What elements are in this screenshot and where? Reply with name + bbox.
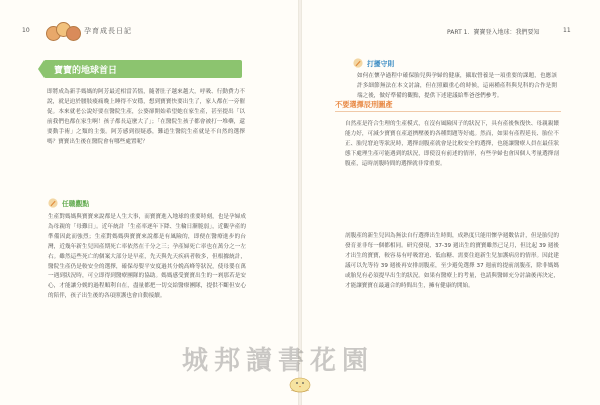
- right-page-number: 11: [563, 27, 571, 34]
- left-body-paragraph: 生產對媽媽與寶寶來說都是人生大事，而寶寶進入地球的重要時刻，也是孕婦成為母親的「母難日」。近年統計「生產率逐年下降、生輪日漸脆弱」，近觀孕產的準備因此而強烈；生產對媽媽與寶寶來說都是有風險的，即便在醫療進步的台灣，近幾年新生兒因產期死亡率依然在千分之三；孕產婦死亡率也在萬分之一左右。雖然這些死亡的個案大部分是早產，先天與先天疾病者較多，但根據統計，醫院生產仍是較安全的選擇，確保母嬰平安度過其分娩高峰等狀況，使母嬰在萬一遇到狀況時，可立即得到醫療團隊的協助。媽媽感受寶寶出生的一剎那若是安心，才能讓分娩的過程順利自在，盡量都把一切交給醫療團隊，提供不斷但安心的陪伴，孩子出生後的各項照護也會自動接續。: [48, 214, 246, 300]
- right-intro-paragraph: 如何在懷孕過程中確保胎兒與孕婦的健康，攝取營養是一項重要的課題，也應該許多細節無法在本文討論，但在照顧重心的時候，這兩種產科與兒科的合作是開端之後，做好準備的觀點，提供下述建議給準爸爸們參考。: [357, 73, 557, 99]
- left-subhead: 任職觀點: [48, 198, 89, 208]
- right-subhead: 打擾守則: [353, 58, 394, 68]
- pencil-icon: [353, 58, 363, 68]
- orange-heading: 不要選擇辰刑圖產: [335, 100, 393, 109]
- right-body-paragraph-2: 剖腹產的新生兒因為無法自行選擇出生時間，成熟度只能用懷孕週數估計，但是胎兒的發育並非每一個都相同。研究發現，37-39 週出生的寶寶雖然已足月，但比起 39 週後才出生的寶寶，較容易有呼吸窘迫、低血糖、需要住進新生兒加護病房的情形。因此建議可以先等待 39 週後再安排剖腹產，至少避免選擇 37 週前的提前剖腹產，除非媽媽或胎兒有必須提早出生的狀況。如果有醫療上的考量，也請與醫師充分討論後再決定，才能讓寶寶在最適合的時間出生，擁有健康的開始。: [345, 233, 559, 289]
- part-label: PART 1．寶寶登入地球：我們要知: [447, 29, 540, 36]
- watermark: 城邦讀書花園: [182, 346, 375, 376]
- section-title: 寶寶的地球首日: [54, 66, 118, 76]
- pencil-icon: [48, 198, 58, 208]
- mascot-heads-icon: [46, 20, 80, 42]
- left-header: [46, 20, 132, 42]
- heading-underline: [335, 111, 561, 112]
- left-page-number: 10: [22, 27, 30, 34]
- chick-doodle-icon: [274, 372, 326, 394]
- left-intro-paragraph: 即將成為新手媽媽的阿芳最近相當苦惱，隨著肚子越來越大，呼吸、行動費力不說，就是迫於腰肢痠痛晚上睡得不安穩，想到寶寶快要出生了，家人都在一旁催促。本來就老公說好要在醫院生產，公婆卻開始希望她在家生產，甚至提出「以前我們也都在家生啊！孩子都長這麼大了」；「在醫院生孩子都會被打一堆藥，還要動手術」之類的主張。阿芳感到很疑惑，難道生醫院生產就是不自然的選擇嗎？寶寶出生後在醫院會有哪些處置呢？: [47, 89, 245, 145]
- right-body-paragraph-1: 自然產是符合生理的生產模式，在沒有風險因子的狀況下，具有產後恢復快、母親親餵能力好，可減少寶寶在產道擠壓後的各種問題等好處。然而，如果有產程延長、胎位不正、胎兒窘迫等狀況時，選擇剖腹產就會是比較安全的選擇，也能讓醫療人員在最佳狀態下處理生產可能遇到的狀況，即使沒有前述的情形，有些孕婦也會因個人考量選擇剖腹產，這時剖腹時間的選擇就非常重要。: [345, 121, 559, 167]
- section-banner: [44, 60, 242, 78]
- book-title: 孕育成長日記: [84, 27, 132, 35]
